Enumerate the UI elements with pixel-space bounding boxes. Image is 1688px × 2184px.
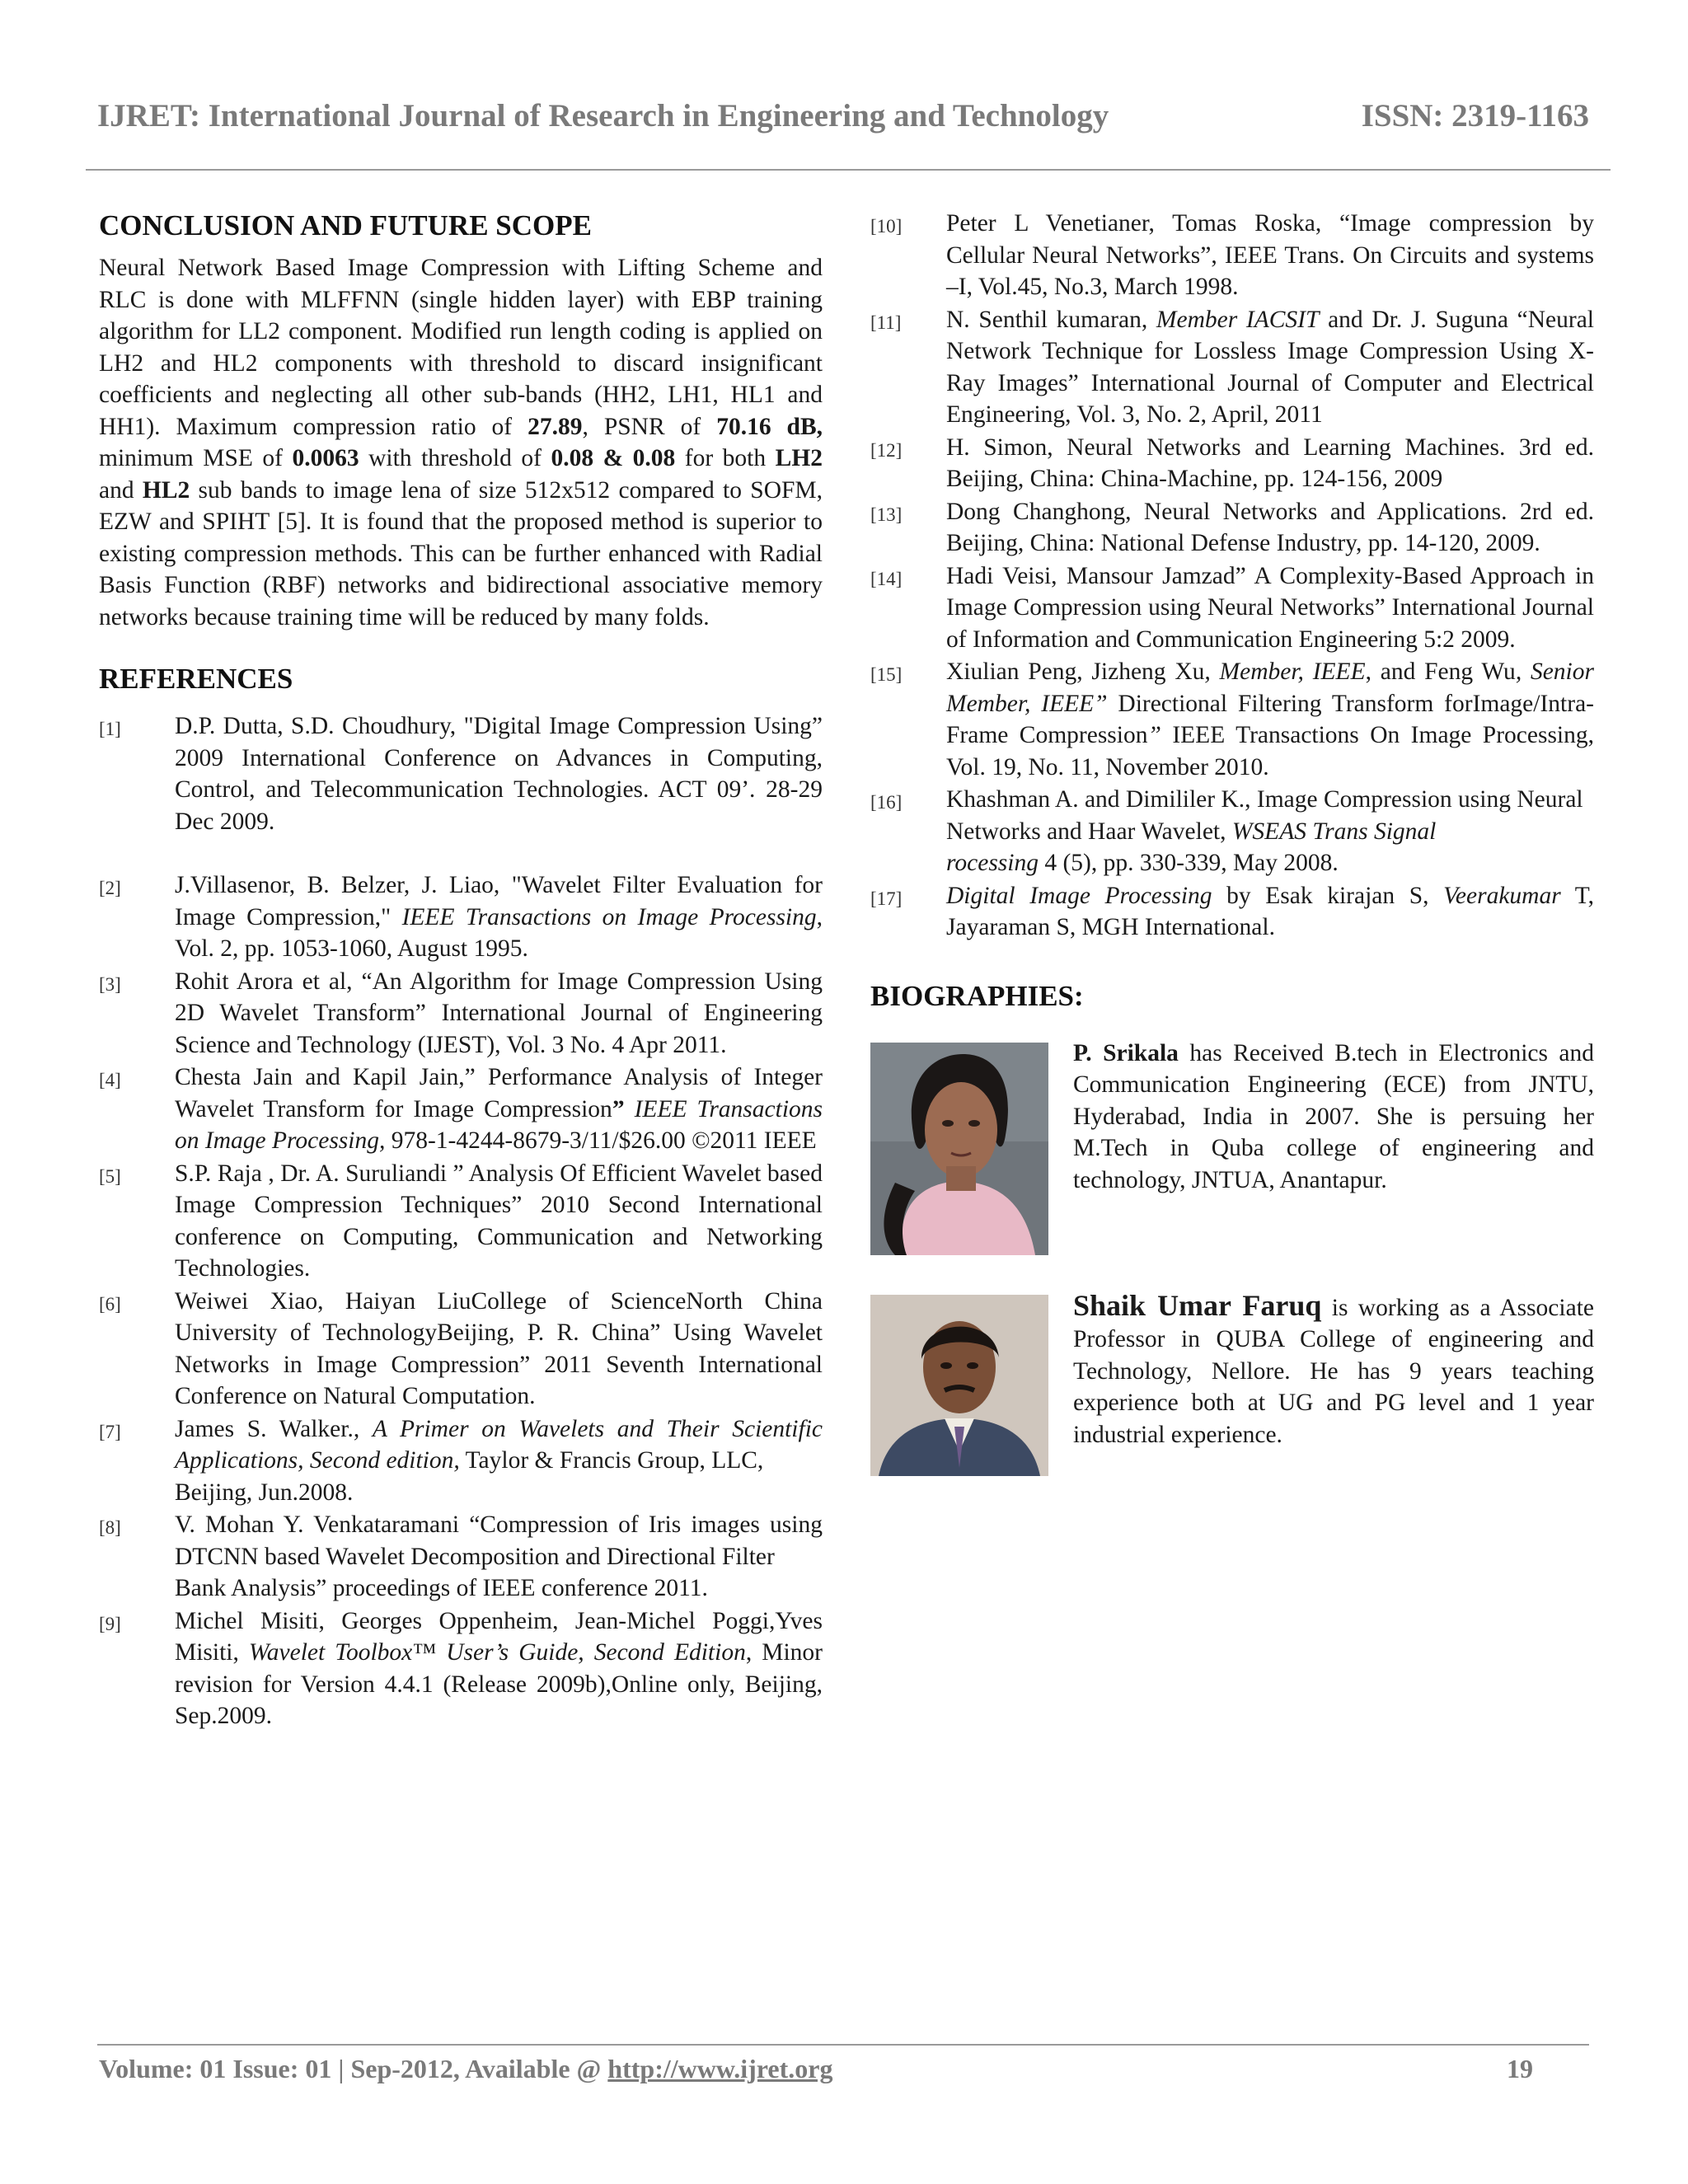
reference-8: [8] V. Mohan Y. Venkataramani “Compression of Iris images using DTCNN based Wavelet Decomposition and Directional Filter Bank Analysis” proceedings of IEEE conference 2011. bbox=[99, 1511, 823, 1601]
reference-gap bbox=[99, 838, 823, 869]
biography-text-faruq: Shaik Umar Faruq is working as a Associate Professor in QUBA College of engineering and Technology, Nellore. He has 9 years teaching experience both at UG and PG level and 1 year industrial experience. bbox=[1073, 1288, 1594, 1448]
reference-1: [1] D.P. Dutta, S.D. Choudhury, "Digital Image Compression Using” 2009 International Conference on Advances in Computing, Control, and Telecommunication Technologies. ACT 09’. 28-29 Dec 2009. bbox=[99, 713, 823, 835]
left-column bbox=[99, 208, 823, 1733]
reference-17: [17] Digital Image Processing by Esak kirajan S, Veerakumar T, Jayaraman S, MGH International. bbox=[870, 882, 1594, 940]
author-name-faruq: Shaik Umar Faruq bbox=[1073, 1288, 1322, 1322]
author-photo-srikala bbox=[870, 1043, 1048, 1255]
footer-rule bbox=[97, 2044, 1589, 2046]
reference-5: [5] S.P. Raja , Dr. A. Suruliandi ” Analysis Of Efficient Wavelet based Image Compression Techniques” 2010 Second International conference on Computing, Communication and Networking Technologies. bbox=[99, 1160, 823, 1282]
reference-15: [15] Xiulian Peng, Jizheng Xu, Member, IEEE, and Feng Wu, Senior Member, IEEE” Directional Filtering Transform forImage/Intra-Frame Compression” IEEE Transactions On Image Processing, Vol. 19, No. 11, November 2010. bbox=[870, 658, 1595, 780]
biography-text-srikala: P. Srikala has Received B.tech in Electronics and Communication Engineering (ECE) from JNTU, Hyderabad, India in 2007. She is persuing her M.Tech in Quba college of engineering and technology, JNTUA, Anantapur. bbox=[1073, 1039, 1594, 1193]
reference-14: [14] Hadi Veisi, Mansour Jamzad” A Complexity-Based Approach in Image Compression using Neural Networks” International Journal of Information and Communication Engineering 5:2 2009. bbox=[870, 562, 1594, 653]
conclusion-paragraph: Neural Network Based Image Compression with Lifting Scheme and RLC is done with MLFFNN (single hidden layer) with EBP training algorithm for LL2 component. Modified run length coding is applied on LH2 and HL2 components with threshold to discard insignificant coefficients and neglecting all other sub-bands (HH2, LH1, HL1 and HH1). Maximum compression ratio of 27.89, PSNR of 70.16 dB, minimum MSE of 0.0063 with threshold of 0.08 & 0.08 for both LH2 and HL2 sub bands to image lena of size 512x512 compared to SOFM, EZW and SPIHT [5]. It is found that the proposed method is superior to existing compression methods. This can be further enhanced with Radial Basis Function (RBF) networks and bidirectional associative memory networks because training time will be reduced by many folds. bbox=[99, 255, 823, 630]
page-number: 19 bbox=[1507, 2054, 1533, 2083]
running-header bbox=[97, 97, 1589, 134]
biographies-heading: BIOGRAPHIES: bbox=[870, 979, 1084, 1012]
reference-9: [9] Michel Misiti, Georges Oppenheim, Jean-Michel Poggi,Yves Misiti, Wavelet Toolbox™ User’s Guide, Second Edition, Minor revision for Version 4.4.1 (Release 2009b),Online only, Beijing, Sep.2009. bbox=[99, 1607, 823, 1729]
reference-7: [7] James S. Walker., A Primer on Wavelets and Their Scientific Applications, Second edition, Taylor & Francis Group, LLC, Beijing, Jun.2008. bbox=[99, 1415, 823, 1506]
reference-11: [11] N. Senthil kumaran, Member IACSIT and Dr. J. Suguna “Neural Network Technique for Lossless Image Compression Using X-Ray Images” International Journal of Computer and Electrical Engineering, Vol. 3, No. 2, April, 2011 bbox=[870, 306, 1594, 428]
journal-url-link[interactable]: http://www.ijret.org bbox=[607, 2054, 833, 2083]
right-column bbox=[870, 208, 1594, 1509]
footer-volume: Volume: 01 Issue: 01 | Sep-2012, Available @ bbox=[99, 2054, 608, 2083]
biography-srikala bbox=[870, 1039, 1594, 1257]
author-photo-faruq bbox=[870, 1295, 1048, 1476]
reference-6: [6] Weiwei Xiao, Haiyan LiuCollege of ScienceNorth China University of TechnologyBeijing, P. R. China” Using Wavelet Networks in Image Compression” 2011 Seventh International Conference on Natural Computation. bbox=[99, 1287, 823, 1409]
references-heading: REFERENCES bbox=[99, 663, 293, 695]
reference-4: [4] Chesta Jain and Kapil Jain,” Performance Analysis of Integer Wavelet Transform for Image Compression” IEEE Transactions on Image Processing, 978-1-4244-8679-3/11/$26.00 ©2011 IEEE bbox=[99, 1064, 823, 1154]
issn: ISSN: 2319-1163 bbox=[1361, 98, 1589, 134]
reference-list-continued bbox=[870, 208, 1594, 944]
reference-3: [3] Rohit Arora et al, “An Algorithm for Image Compression Using 2D Wavelet Transform” International Journal of Engineering Science and Technology (IJEST), Vol. 3 No. 4 Apr 2011. bbox=[99, 968, 823, 1058]
reference-12: [12] H. Simon, Neural Networks and Learning Machines. 3rd ed. Beijing, China: China-Machine, pp. 124-156, 2009 bbox=[870, 434, 1594, 492]
reference-16: [16] Khashman A. and Dimililer K., Image Compression using Neural Networks and Haar Wavelet, WSEAS Trans Signal rocessing 4 (5), pp. 330-339, May 2008. bbox=[870, 786, 1583, 876]
reference-10: [10] Peter L Venetianer, Tomas Roska, “Image compression by Cellular Neural Networks”, IEEE Trans. On Circuits and systems –I, Vol.45, No.3, March 1998. bbox=[870, 210, 1594, 300]
reference-13: [13] Dong Changhong, Neural Networks and Applications. 2rd ed. Beijing, China: National Defense Industry, pp. 14-120, 2009. bbox=[870, 498, 1594, 556]
header-rule bbox=[86, 169, 1611, 171]
conclusion-heading: CONCLUSION AND FUTURE SCOPE bbox=[99, 209, 592, 241]
reference-list bbox=[99, 710, 823, 1732]
biography-faruq bbox=[870, 1288, 1594, 1509]
page-footer bbox=[99, 2054, 1533, 2084]
author-name-srikala: P. Srikala bbox=[1073, 1039, 1179, 1066]
journal-title: IJRET: International Journal of Research in Engineering and Technology bbox=[97, 98, 1109, 134]
reference-2: [2] J.Villasenor, B. Belzer, J. Liao, "Wavelet Filter Evaluation for Image Compression," IEEE Transactions on Image Processing, Vol. 2, pp. 1053-1060, August 1995. bbox=[99, 872, 823, 962]
